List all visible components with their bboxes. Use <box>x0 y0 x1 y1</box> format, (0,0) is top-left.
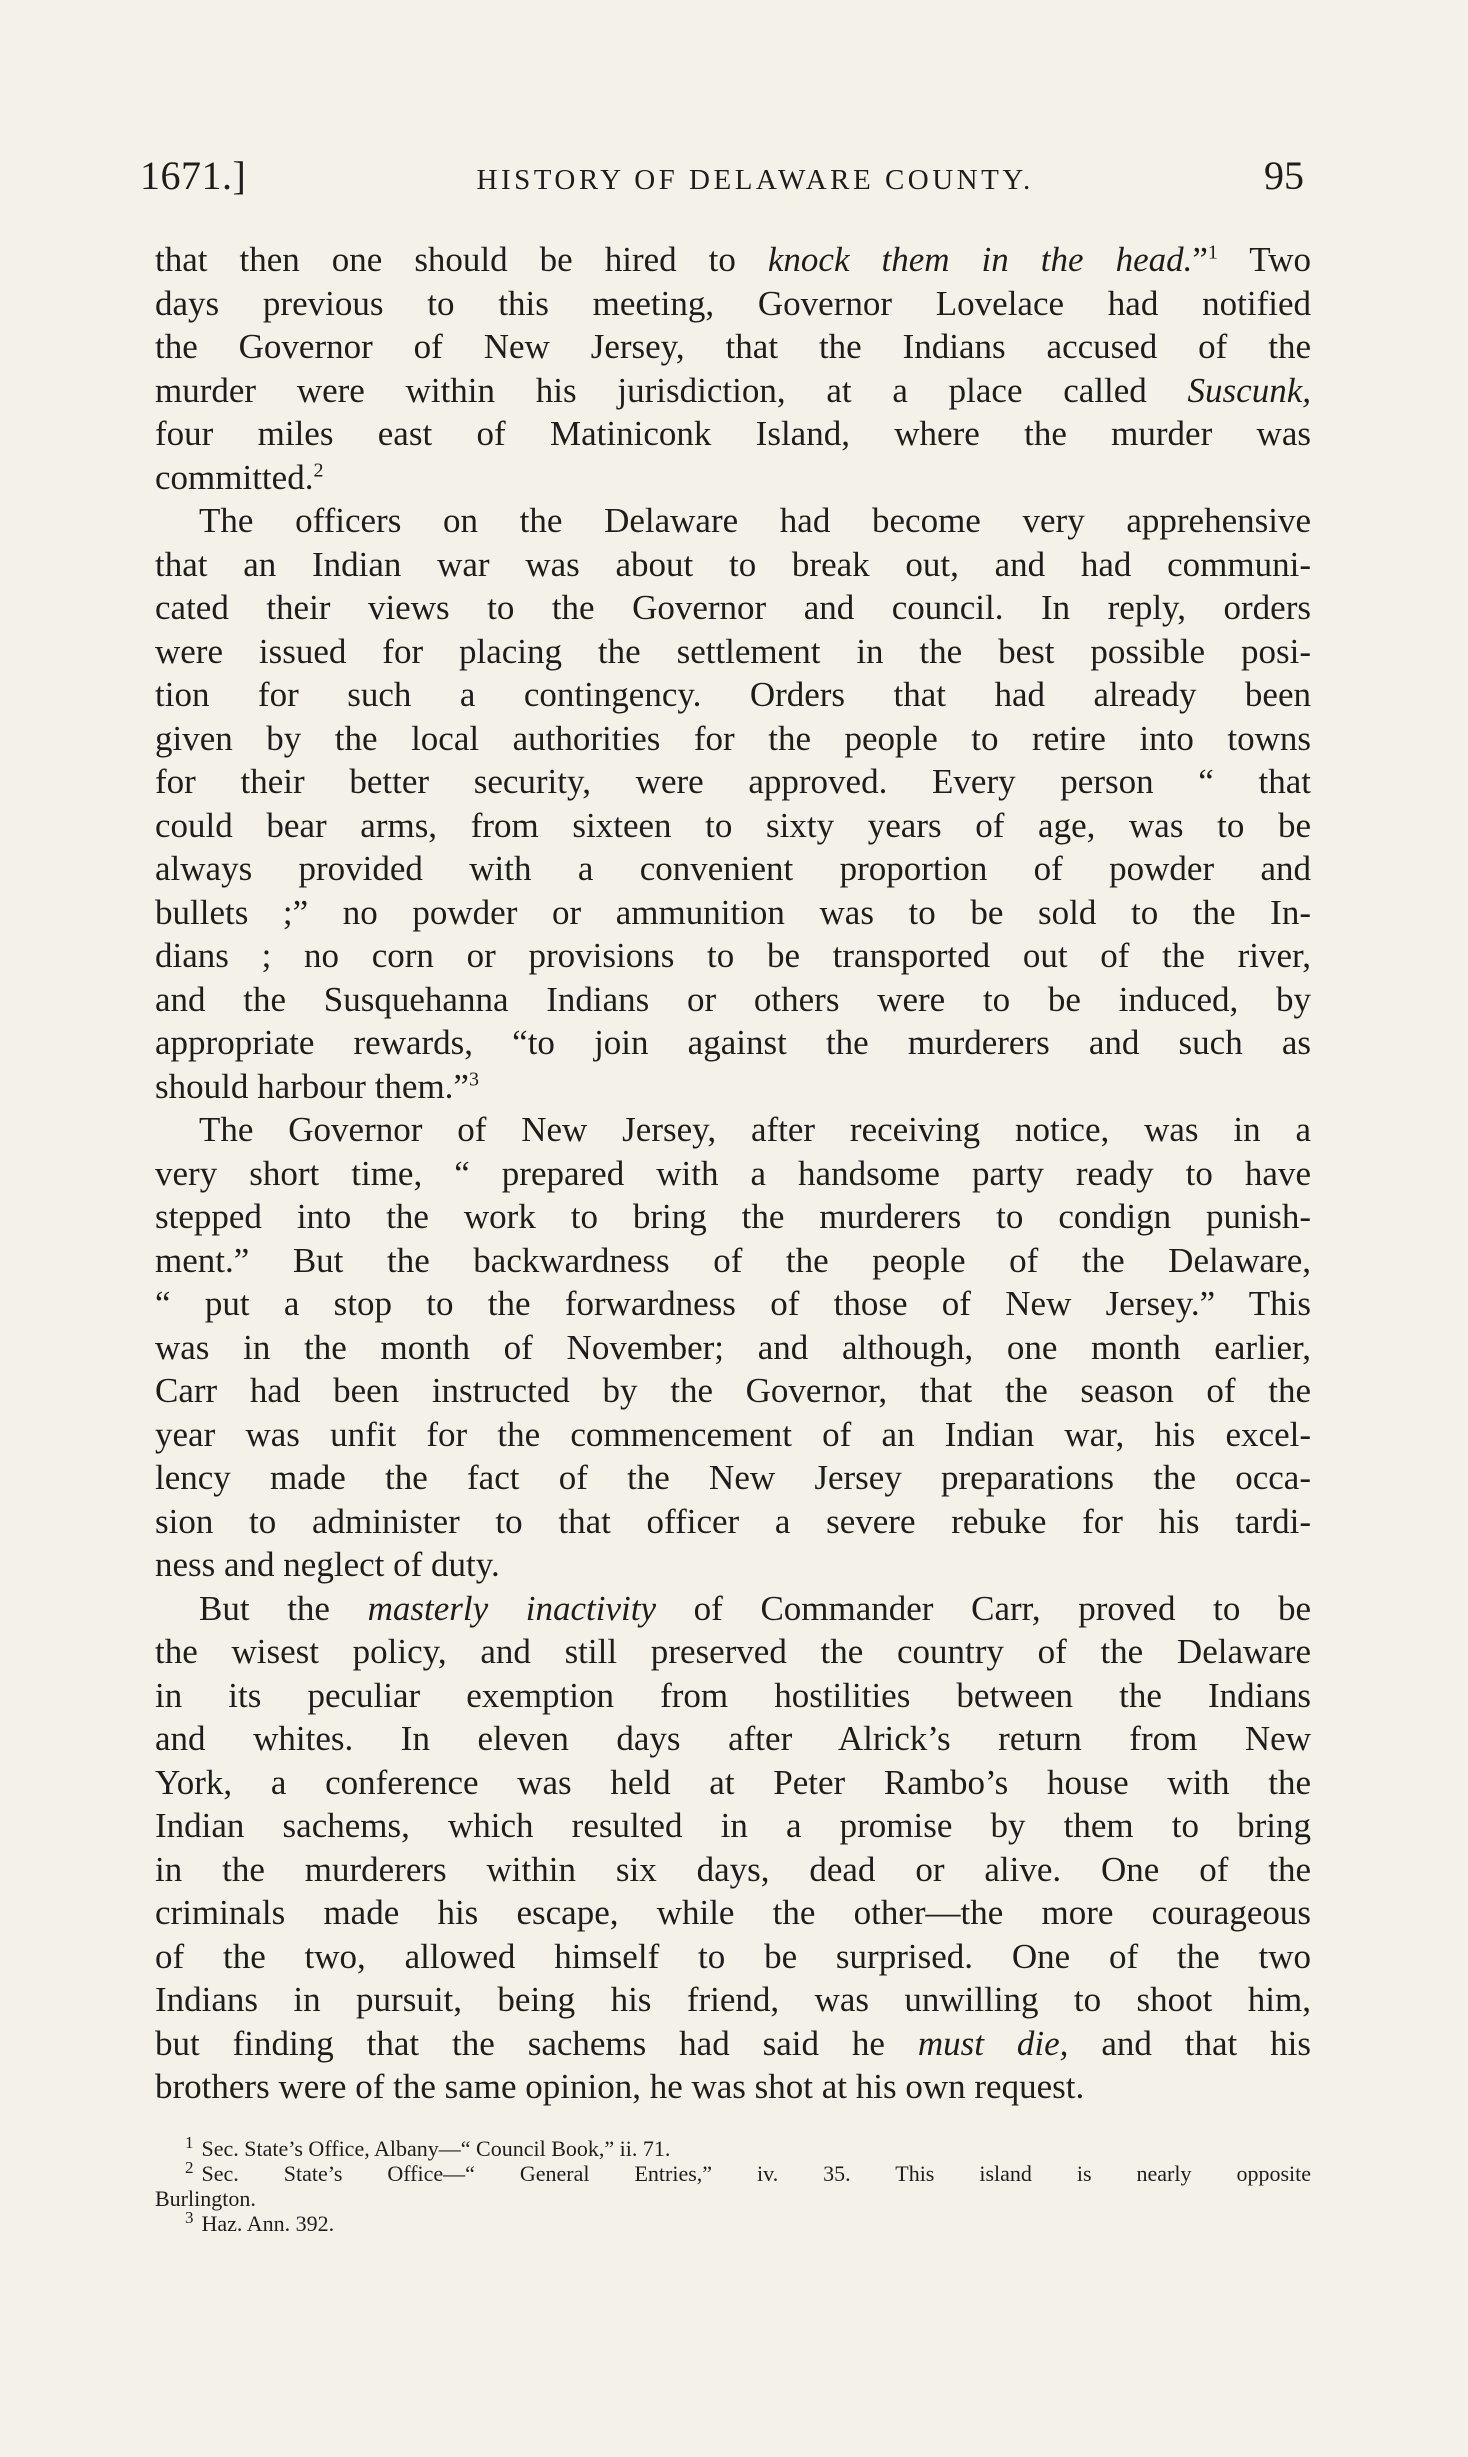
text-segment: the Governor of New Jersey, that the Indians accused of the <box>155 327 1311 366</box>
text-segment: for their better security, were approved. Every person “ that <box>155 762 1311 801</box>
text-segment: that an Indian war was about to break out, and had communi- <box>155 544 1311 584</box>
text-segment: York, a conference was held at Peter Rambo’s house with the <box>155 1762 1311 1802</box>
text-segment: was in the month of November; and although, one month earlier, <box>155 1327 1311 1367</box>
footnote-ref: 3 <box>468 1067 479 1090</box>
page-number: 95 <box>1264 153 1304 198</box>
text-segment: murder were within his jurisdiction, at a place called <box>155 370 1188 410</box>
text-segment: tion for such a contingency. Orders that had already been <box>155 675 1311 714</box>
text-line <box>155 673 1311 717</box>
text-segment: the wisest policy, and still preserved the country of the Delaware <box>155 1632 1311 1671</box>
text-line <box>155 1717 1311 1761</box>
text-segment: and whites. In eleven days after Alrick’s return from New <box>155 1719 1311 1758</box>
text-line <box>155 412 1311 456</box>
text-segment: bullets ;” no powder or ammunition was to be sold to the In- <box>155 892 1311 932</box>
text-line <box>155 1065 1311 1109</box>
text-line <box>155 1630 1311 1674</box>
footnotes <box>155 2132 1311 2236</box>
text-segment: of the two, allowed himself to be surprised. One of the two <box>155 1936 1311 1976</box>
text-line <box>155 891 1311 935</box>
text-segment: in the murderers within six days, dead or alive. One of the <box>155 1849 1311 1889</box>
footnote-ref: 2 <box>313 458 324 481</box>
text-line <box>155 630 1311 674</box>
text-segment: in its peculiar exemption from hostilities between the Indians <box>155 1675 1311 1715</box>
text-segment: ” <box>1192 240 1208 279</box>
text-segment: “ put a stop to the forwardness of those of New Jersey.” This <box>155 1284 1311 1323</box>
text-segment: that then one should be hired to <box>155 240 768 279</box>
footnote <box>155 2157 1311 2186</box>
text-line <box>155 1500 1311 1544</box>
italic-text: must die, <box>917 2023 1069 2063</box>
text-line <box>155 1195 1311 1239</box>
text-line <box>155 282 1311 326</box>
text-line <box>155 1456 1311 1500</box>
text-segment: The Governor of New Jersey, after receiving notice, was in a <box>199 1110 1311 1149</box>
text-line <box>155 1935 1311 1979</box>
text-segment: but finding that the sachems had said he <box>155 2023 918 2063</box>
text-segment: days previous to this meeting, Governor Lovelace had notified <box>155 283 1311 323</box>
text-line <box>155 1413 1311 1457</box>
text-segment: But the <box>199 1588 368 1628</box>
text-segment: four miles east of Matiniconk Island, where the murder was <box>155 414 1311 453</box>
text-line <box>155 2065 1311 2109</box>
text-line <box>155 1021 1311 1065</box>
text-line <box>155 1369 1311 1413</box>
text-line <box>155 1152 1311 1196</box>
text-segment: could bear arms, from sixteen to sixty years of age, was to be <box>155 805 1311 845</box>
running-head-year: 1671.] <box>140 153 247 198</box>
text-segment: brothers were of the same opinion, he was shot at his own request. <box>155 2067 1085 2106</box>
text-line <box>155 760 1311 804</box>
text-segment: The officers on the Delaware had become very apprehensive <box>199 501 1311 540</box>
text-line <box>155 456 1311 500</box>
text-line <box>155 1282 1311 1326</box>
italic-text: Suscunk, <box>1187 370 1311 410</box>
text-line <box>155 978 1311 1022</box>
body-text <box>155 238 1311 2109</box>
text-segment: of Commander Carr, proved to be <box>656 1588 1311 1628</box>
footnote <box>155 2207 1311 2236</box>
footnote <box>155 2132 1311 2161</box>
text-line <box>155 1326 1311 1370</box>
footnote-number: 3 <box>185 2207 194 2227</box>
text-line <box>155 804 1311 848</box>
text-line <box>155 1978 1311 2022</box>
text-line <box>155 369 1311 413</box>
text-segment: Two <box>1217 240 1311 279</box>
text-segment: Carr had been instructed by the Governor, that the season of the <box>155 1371 1311 1410</box>
text-segment: given by the local authorities for the people to retire into towns <box>155 718 1311 758</box>
running-head <box>140 152 1304 208</box>
text-segment: ness and neglect of duty. <box>155 1545 500 1584</box>
text-line <box>155 1848 1311 1892</box>
text-segment: criminals made his escape, while the other—the more courageous <box>155 1893 1311 1932</box>
text-segment: lency made the fact of the New Jersey preparations the occa- <box>155 1458 1311 1497</box>
text-segment: ment.” But the backwardness of the people of the Delaware, <box>155 1240 1311 1280</box>
text-segment: committed. <box>155 457 314 497</box>
text-line <box>155 1543 1311 1587</box>
text-segment: should harbour them.” <box>155 1066 469 1106</box>
text-segment: always provided with a convenient proportion of powder and <box>155 849 1311 888</box>
text-line <box>155 543 1311 587</box>
footnote-text: Sec. State’s Office—“ General Entries,” iv. 35. This island is nearly opposite <box>201 2161 1311 2186</box>
footnote-text: Haz. Ann. 392. <box>201 2211 335 2236</box>
text-line <box>155 499 1311 543</box>
text-segment: appropriate rewards, “to join against the murderers and such as <box>155 1023 1311 1062</box>
text-segment: cated their views to the Governor and council. In reply, orders <box>155 588 1311 627</box>
text-segment: Indians in pursuit, being his friend, was unwilling to shoot him, <box>155 1980 1311 2019</box>
text-line <box>155 586 1311 630</box>
text-line <box>155 325 1311 369</box>
text-line <box>155 847 1311 891</box>
text-segment: dians ; no corn or provisions to be transported out of the river, <box>155 936 1311 975</box>
text-line <box>155 1761 1311 1805</box>
italic-text: knock them in the head. <box>767 240 1193 279</box>
text-segment: and the Susquehanna Indians or others were to be induced, by <box>155 979 1311 1019</box>
text-line <box>155 934 1311 978</box>
text-line <box>155 717 1311 761</box>
text-line <box>155 2022 1311 2066</box>
text-line <box>155 1108 1311 1152</box>
text-segment: stepped into the work to bring the murderers to condign punish- <box>155 1197 1311 1236</box>
text-segment: very short time, “ prepared with a handsome party ready to have <box>155 1153 1311 1193</box>
text-segment: and that his <box>1068 2023 1311 2063</box>
text-line <box>155 1674 1311 1718</box>
running-head-title: HISTORY OF DELAWARE COUNTY. <box>476 164 1034 196</box>
text-line <box>155 1587 1311 1631</box>
text-segment: Indian sachems, which resulted in a promise by them to bring <box>155 1806 1311 1845</box>
text-segment: year was unfit for the commencement of an Indian war, his excel- <box>155 1414 1311 1454</box>
footnote-text: Burlington. <box>155 2186 256 2211</box>
text-line <box>155 238 1311 282</box>
footnote <box>155 2186 1311 2211</box>
text-line <box>155 1891 1311 1935</box>
text-segment: were issued for placing the settlement in the best possible posi- <box>155 631 1311 671</box>
italic-text: masterly inactivity <box>367 1588 657 1628</box>
footnote-text: Sec. State’s Office, Albany—“ Council Book,” ii. 71. <box>201 2136 671 2161</box>
text-line <box>155 1804 1311 1848</box>
text-segment: sion to administer to that officer a severe rebuke for his tardi- <box>155 1501 1311 1541</box>
footnote-number: 1 <box>185 2132 194 2152</box>
footnote-number: 2 <box>185 2157 194 2177</box>
footnote-ref: 1 <box>1207 241 1218 264</box>
text-line <box>155 1239 1311 1283</box>
